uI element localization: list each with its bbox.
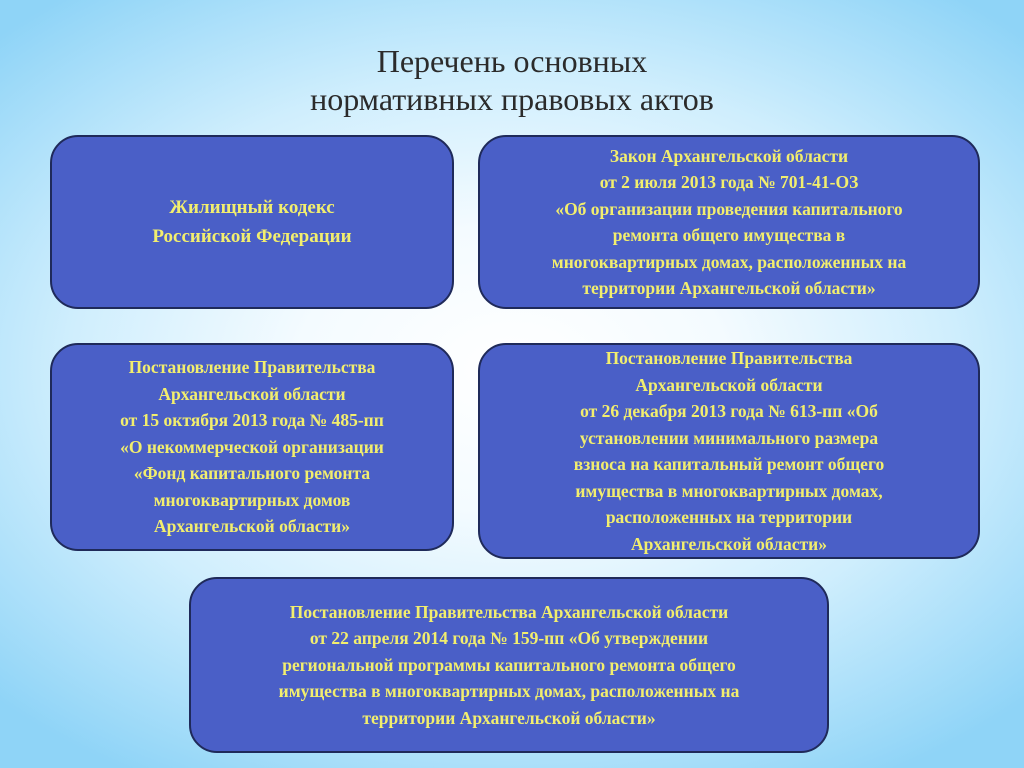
act-line: «О некоммерческой организации [120,436,384,457]
act-line: Жилищный кодекс [169,197,335,218]
act-line: Российской Федерации [152,226,352,247]
act-line: региональной программы капитального ремонта общего [282,654,736,675]
page-title [0,42,1024,118]
act-line: взноса на капитальный ремонт общего [573,454,885,474]
act-line: имущества в многоквартирных домах, расположенных на [278,681,740,702]
act-line: многоквартирных домов [153,489,351,510]
act-box-resolution-613-pp [478,343,980,559]
act-line: Архангельской области [635,374,823,395]
act-line: ремонта общего имущества в [612,225,846,245]
act-line: Архангельской области» [631,533,827,554]
act-line: Закон Архангельской области [609,145,849,166]
act-line: от 22 апреля 2014 года № 159-пп «Об утверждении [309,628,709,649]
act-line: от 2 июля 2013 года № 701-41-ОЗ [599,172,859,192]
act-line: Постановление Правительства Архангельской области [289,601,729,622]
act-line: установлении минимального размера [579,427,879,448]
act-line: от 15 октября 2013 года № 485-пп [120,410,384,431]
act-line: «Об организации проведения капитального [555,198,903,219]
act-text [279,599,740,732]
act-line: от 26 декабря 2013 года № 613-пп «Об [580,401,878,421]
act-line: многоквартирных домах, расположенных на [551,251,907,272]
act-text [574,345,884,557]
act-text [120,354,384,540]
act-line: территории Архангельской области» [582,278,876,298]
act-line: территории Архангельской области» [362,707,656,728]
act-line: Постановление Правительства [605,348,853,368]
act-line: Архангельской области [158,383,346,404]
act-box-resolution-159-pp [189,577,829,753]
act-text [552,143,906,302]
act-box-housing-code [50,135,454,309]
act-text [152,193,351,251]
act-box-law-701-41-oz [478,135,980,309]
act-box-resolution-485-pp [50,343,454,551]
page-title-line-2: нормативных правовых актов [310,81,714,117]
act-line: расположенных на территории [605,507,853,527]
act-line: имущества в многоквартирных домах, [575,480,883,501]
page-title-line-1: Перечень основных [376,43,648,79]
act-line: Постановление Правительства [128,357,376,378]
act-line: «Фонд капитального ремонта [133,463,371,484]
act-line: Архангельской области» [154,516,350,537]
